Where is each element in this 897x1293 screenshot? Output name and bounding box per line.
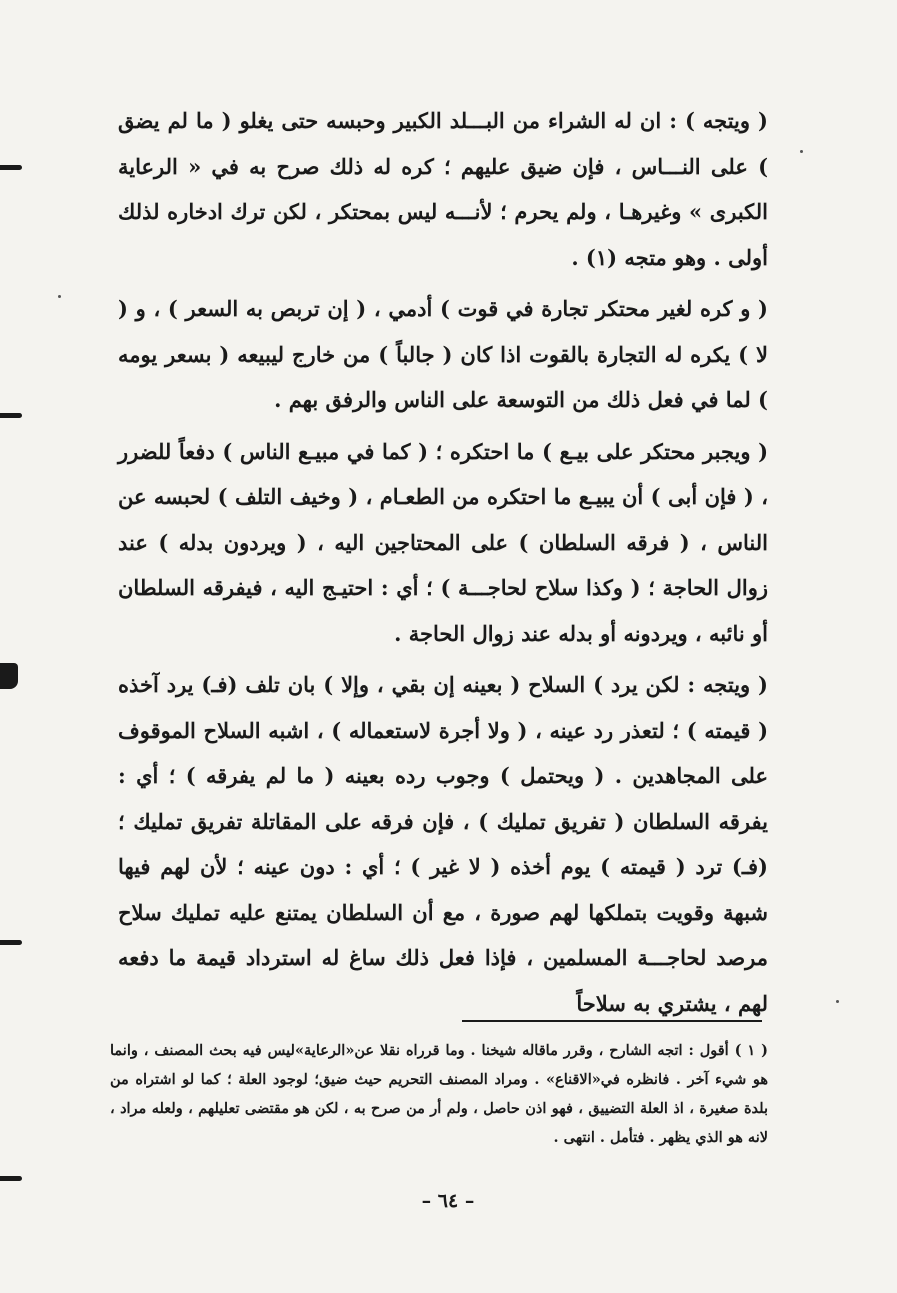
paragraph-4: ( ويتجه : لكن يرد ) السلاح ( بعينه إن بقي ، وإلا ) بان تلف (فـ) يرد آخذه ( قيمته ) ؛ لتعذر رد عينه ، ( ولا أجرة لاستعماله ) ، اشبه السلاح الموقوف على المجاهدين . ( ويحتمل ) وجوب رده بعينه ( ما لم يفرقه ) ؛ أي : يفرقه السلطان ( تفريق تمليك ) ، فإن فرقه على المقاتلة تفريق تمليك ؛ (فـ) ترد ( قيمته ) يوم أخذه ( لا غير ) ؛ أي : دون عينه ؛ لأن لهم فيها شبهة وقويت بتملكها لهم صورة ، مع أن السلطان يمتنع عليه تمليك سلاح مرصد لحاجـــة المسلمين ، فإذا فعل ذلك ساغ له استرداد قيمة ما دفعه لهم ، يشتري به سلاحاً: [118, 672, 768, 1016]
main-text: [118, 98, 768, 1032]
binding-mark: [0, 413, 22, 418]
page-number: – ٦٤ –: [421, 1190, 475, 1212]
binding-mark: [0, 940, 22, 945]
paragraph-3: ( ويجبر محتكر على بيـع ) ما احتكره ؛ ( كما في مبيـع الناس ) دفعاً للضرر ، ( فإن أبى ) أن يبيـع ما احتكره من الطعـام ، ( وخيف التلف ) لحبسه عن الناس ، ( فرقه السلطان ) على المحتاجين اليه ، ( ويردون بدله ) عند زوال الحاجة ؛ ( وكذا سلاح لحاجـــة ) ؛ أي : احتيـج اليه ، فيفرقه السلطان أو نائبه ، ويردونه أو بدله عند زوال الحاجة .: [118, 438, 768, 646]
binding-mark: [0, 1176, 22, 1181]
scan-speck: [800, 150, 803, 153]
footnote-divider: [462, 1020, 762, 1022]
binding-mark: [0, 165, 22, 170]
paragraph-2: ( و كره لغير محتكر تجارة في قوت ) أدمي ، ( إن تربص به السعر ) ، و ( لا ) يكره له التجارة بالقوت اذا كان ( جالباً ) من خارج ليبيعه ( بسعر يومه ) لما في فعل ذلك من التوسعة على الناس والرفق بهم .: [118, 296, 768, 412]
scan-speck: [836, 1000, 839, 1003]
paragraph-1: ( ويتجه ) : ان له الشراء من البـــلد الكبير وحبسه حتى يغلو ( ما لم يضق ) على النـــاس ، فإن ضيق عليهم ؛ كره له ذلك صرح به في « الرعاية الكبرى » وغيرهـا ، ولم يحرم ؛ لأنـــه ليس بمحتكر ، لكن ترك ادخاره لذلك أولى . وهو متجه (١) .: [118, 108, 768, 270]
scan-speck: [58, 295, 61, 298]
footnote-text: ( ١ ) أقول : اتجه الشارح ، وقرر ماقاله شيخنا . وما قرراه نقلا عن«الرعاية»ليس فيه بحث المصنف ، وانما هو شيء آخر . فانظره في«الاقناع» . ومراد المصنف التحريم حيث ضيق؛ لوجود العلة ؛ كما لو اشتراه من بلدة صغيرة ، اذ العلة التضييق ، فهو اذن حاصل ، ولم أر من صرح به ، لكن هو مقتضى تعليلهم ، ولعله مراد ، لانه هو الذي يظهر . فتأمل . انتهى .: [110, 1042, 768, 1146]
binding-mark: [0, 663, 18, 689]
